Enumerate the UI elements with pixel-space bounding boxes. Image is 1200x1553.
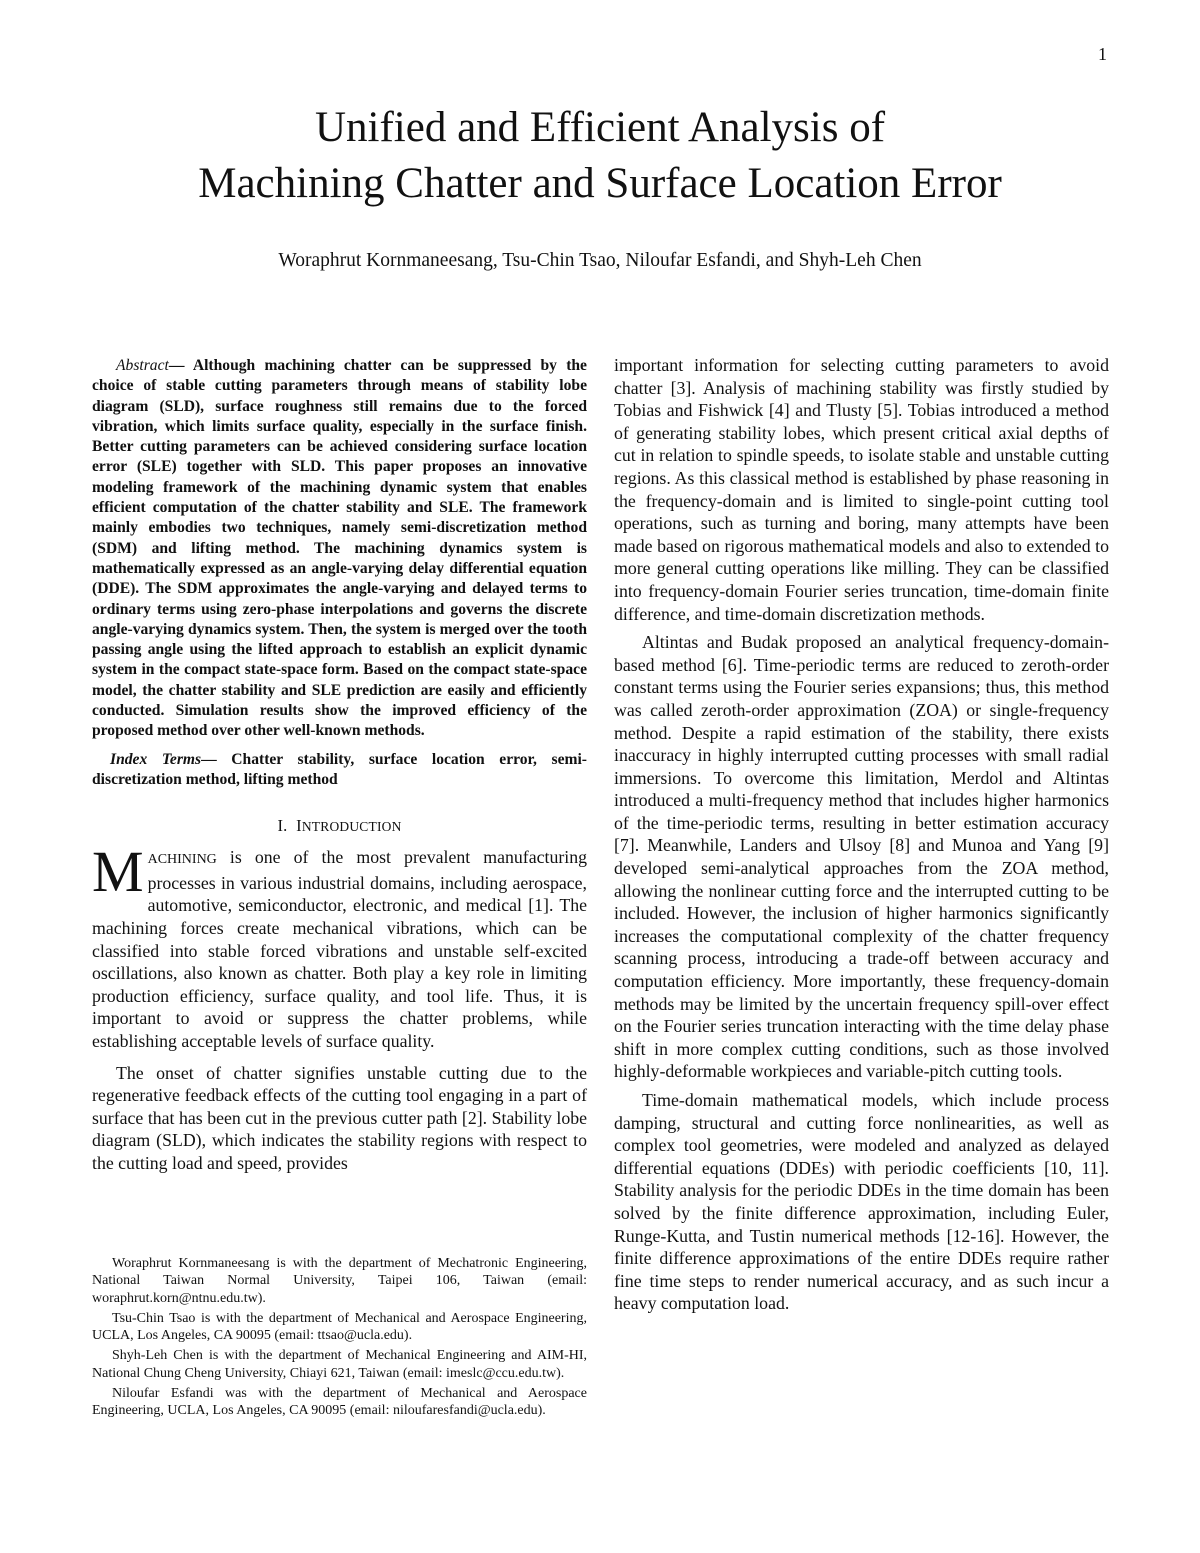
abstract-label: Abstract: [116, 357, 169, 374]
author-list: Woraphrut Kornmaneesang, Tsu-Chin Tsao, Niloufar Esfandi, and Shyh-Leh Chen: [278, 250, 922, 271]
footnote: Woraphrut Kornmaneesang is with the department of Mechatronic Engineering, National Taiwan Normal University, Taipei 106, Taiwan (email: woraphrut.korn@ntnu.edu.tw).: [92, 1256, 587, 1306]
section-first-letter: I: [296, 816, 302, 836]
left-column: [92, 356, 587, 1175]
index-terms-text: Chatter stability, surface location error, semi-discretization method, lifting method: [92, 750, 588, 788]
index-terms-label: Index Terms: [110, 750, 202, 768]
index-terms-dash: —: [201, 750, 232, 768]
title-line-2: Machining Chatter and Surface Location Error: [198, 160, 1002, 207]
title-line-1: Unified and Efficient Analysis of: [314, 104, 886, 151]
abstract: [92, 356, 587, 742]
section-heading-introduction: [92, 816, 587, 836]
footnote: Shyh-Leh Chen is with the department of Mechanical Engineering and AIM-HI, National Chung Cheng University, Chiayi 621, Taiwan (email: imeslc@ccu.edu.tw).: [92, 1348, 587, 1381]
section-numeral: I.: [277, 816, 288, 836]
abstract-text: Although machining chatter can be suppressed by the choice of stable cutting parameters through means of stability lobe diagram (SLD), surface roughness still remains due to the forced vibration, which limits surface quality, especially in the surface finish. Better cutting parameters can be achieved considering surface location error (SLE) together with SLD. This paper proposes an innovative modeling framework of the machining dynamic system that enables efficient computation of the chatter stability and SLE. The framework mainly embodies two techniques, namely semi-discretization method (SDM) and lifting method. The machining dynamics system is mathematically expressed as an angle-varying delay differential equation (DDE). The SDM approximates the angle-varying and delayed terms to ordinary terms using zero-phase interpolations and governs the discrete angle-varying dynamics system. Then, the system is merged over the tooth passing angle using the lifted approach to establish an explicit dynamic system in the compact state-space form. Based on the compact state-space model, the chatter stability and SLE prediction are easily and efficiently conducted. Simulation results show the improved efficiency of the proposed method over other well-known methods.: [92, 357, 587, 740]
footnote: Tsu-Chin Tsao is with the department of Mechanical and Aerospace Engineering, UCLA, Los Angeles, CA 90095 (email: ttsao@ucla.edu).: [92, 1310, 587, 1344]
drop-cap: M: [92, 839, 144, 905]
abstract-dash: —: [168, 357, 193, 374]
paper-title: [0, 100, 1200, 212]
page-number: 1: [1098, 44, 1107, 64]
right-paragraph-3: Time-domain mathematical models, which include process damping, structural and cutting force nonlinearities, as well as complex tool geometries, were modeled and analyzed as delayed differential equations (DDEs) with periodic coefficients [10, 11]. Stability analysis for the periodic DDEs in the time domain has been solved by the finite difference approximation, including Euler, Runge-Kutta, and Tustin numerical methods [12-16]. However, the finite difference approximations of the entire DDEs require rather fine time steps to render numerical accuracy, and as such incur a heavy computation load.: [614, 1090, 1109, 1314]
footnote: Niloufar Esfandi was with the department of Mechanical and Aerospace Engineering, UCLA, Los Angeles, CA 90095 (email: niloufaresfandi@ucla.edu).: [92, 1386, 587, 1419]
right-paragraph-1: important information for selecting cutting parameters to avoid chatter [3]. Analysis of machining stability was firstly studied by Tobias and Fishwick [4] and Tlusty [5]. Tobias introduced a method of generating stability lobes, which present critical axial depths of cut in relation to spindle speeds, to isolate stable and unstable cutting regions. As this classical method is established by phase reasoning in the frequency-domain and is limited to single-point cutting tool operations, such as turning and boring, many attempts have been made based on rigorous mathematical models and also to extended to more general cutting operations like milling. They can be classified into frequency-domain Fourier series truncation, time-domain finite difference, and time-domain discretization methods.: [614, 355, 1109, 624]
intro-p1-text: is one of the most prevalent manufacturing processes in various industrial domains, including aerospace, automotive, semiconductor, electronic, and medical [1]. The machining forces create mechanical vibrations, which can be classified into stable forced vibrations and unstable self-excited oscillations, also known as chatter. Both play a key role in limiting production efficiency, surface quality, and tool life. Thus, it is important to avoid or suppress the chatter problems, while establishing acceptable levels of surface quality.: [92, 847, 587, 1051]
footnotes: [92, 1255, 587, 1423]
index-terms: [92, 750, 587, 791]
intro-paragraph-1: [92, 839, 587, 1052]
intro-smallcaps: ACHINING: [147, 852, 217, 868]
right-paragraph-2: Altintas and Budak proposed an analytical frequency-domain-based method [6]. Time-periodic terms are reduced to zeroth-order constant terms using the Fourier series expansions; thus, this method was called zeroth-order approximation (ZOA) or single-frequency method. Despite a rapid estimation of the stability, there exists inaccuracy in highly interrupted cutting processes with small radial immersions. To overcome this limitation, Merdol and Altintas introduced a multi-frequency method that includes higher harmonics of the time-periodic terms, resulting in better estimation accuracy [7]. Meanwhile, Landers and Ulsoy [8] and Munoa and Yang [9] developed semi-analytical approaches from the ZOA method, allowing the nonlinear cutting force and the interrupted cutting to be included. However, the inclusion of higher harmonics significantly increases the computational complexity of the chatter frequency scanning process, introducing a trade-off between accuracy and computation efficiency. More importantly, these frequency-domain methods may be limited by the uncertain frequency spill-over effect on the Fourier series truncation interacting with the time delay phase shift in more complex cutting conditions, such as those involved highly-deformable workpieces and variable-pitch cutting tools.: [614, 632, 1109, 1082]
intro-paragraph-2: The onset of chatter signifies unstable cutting due to the regenerative feedback effects of the cutting tool engaging in a part of surface that has been cut in the previous cutter path [2]. Stability lobe diagram (SLD), which indicates the stability regions with respect to the cutting load and speed, provides: [92, 1062, 587, 1173]
section-rest: NTRODUCTION: [301, 819, 402, 835]
right-column: [614, 354, 1109, 1315]
